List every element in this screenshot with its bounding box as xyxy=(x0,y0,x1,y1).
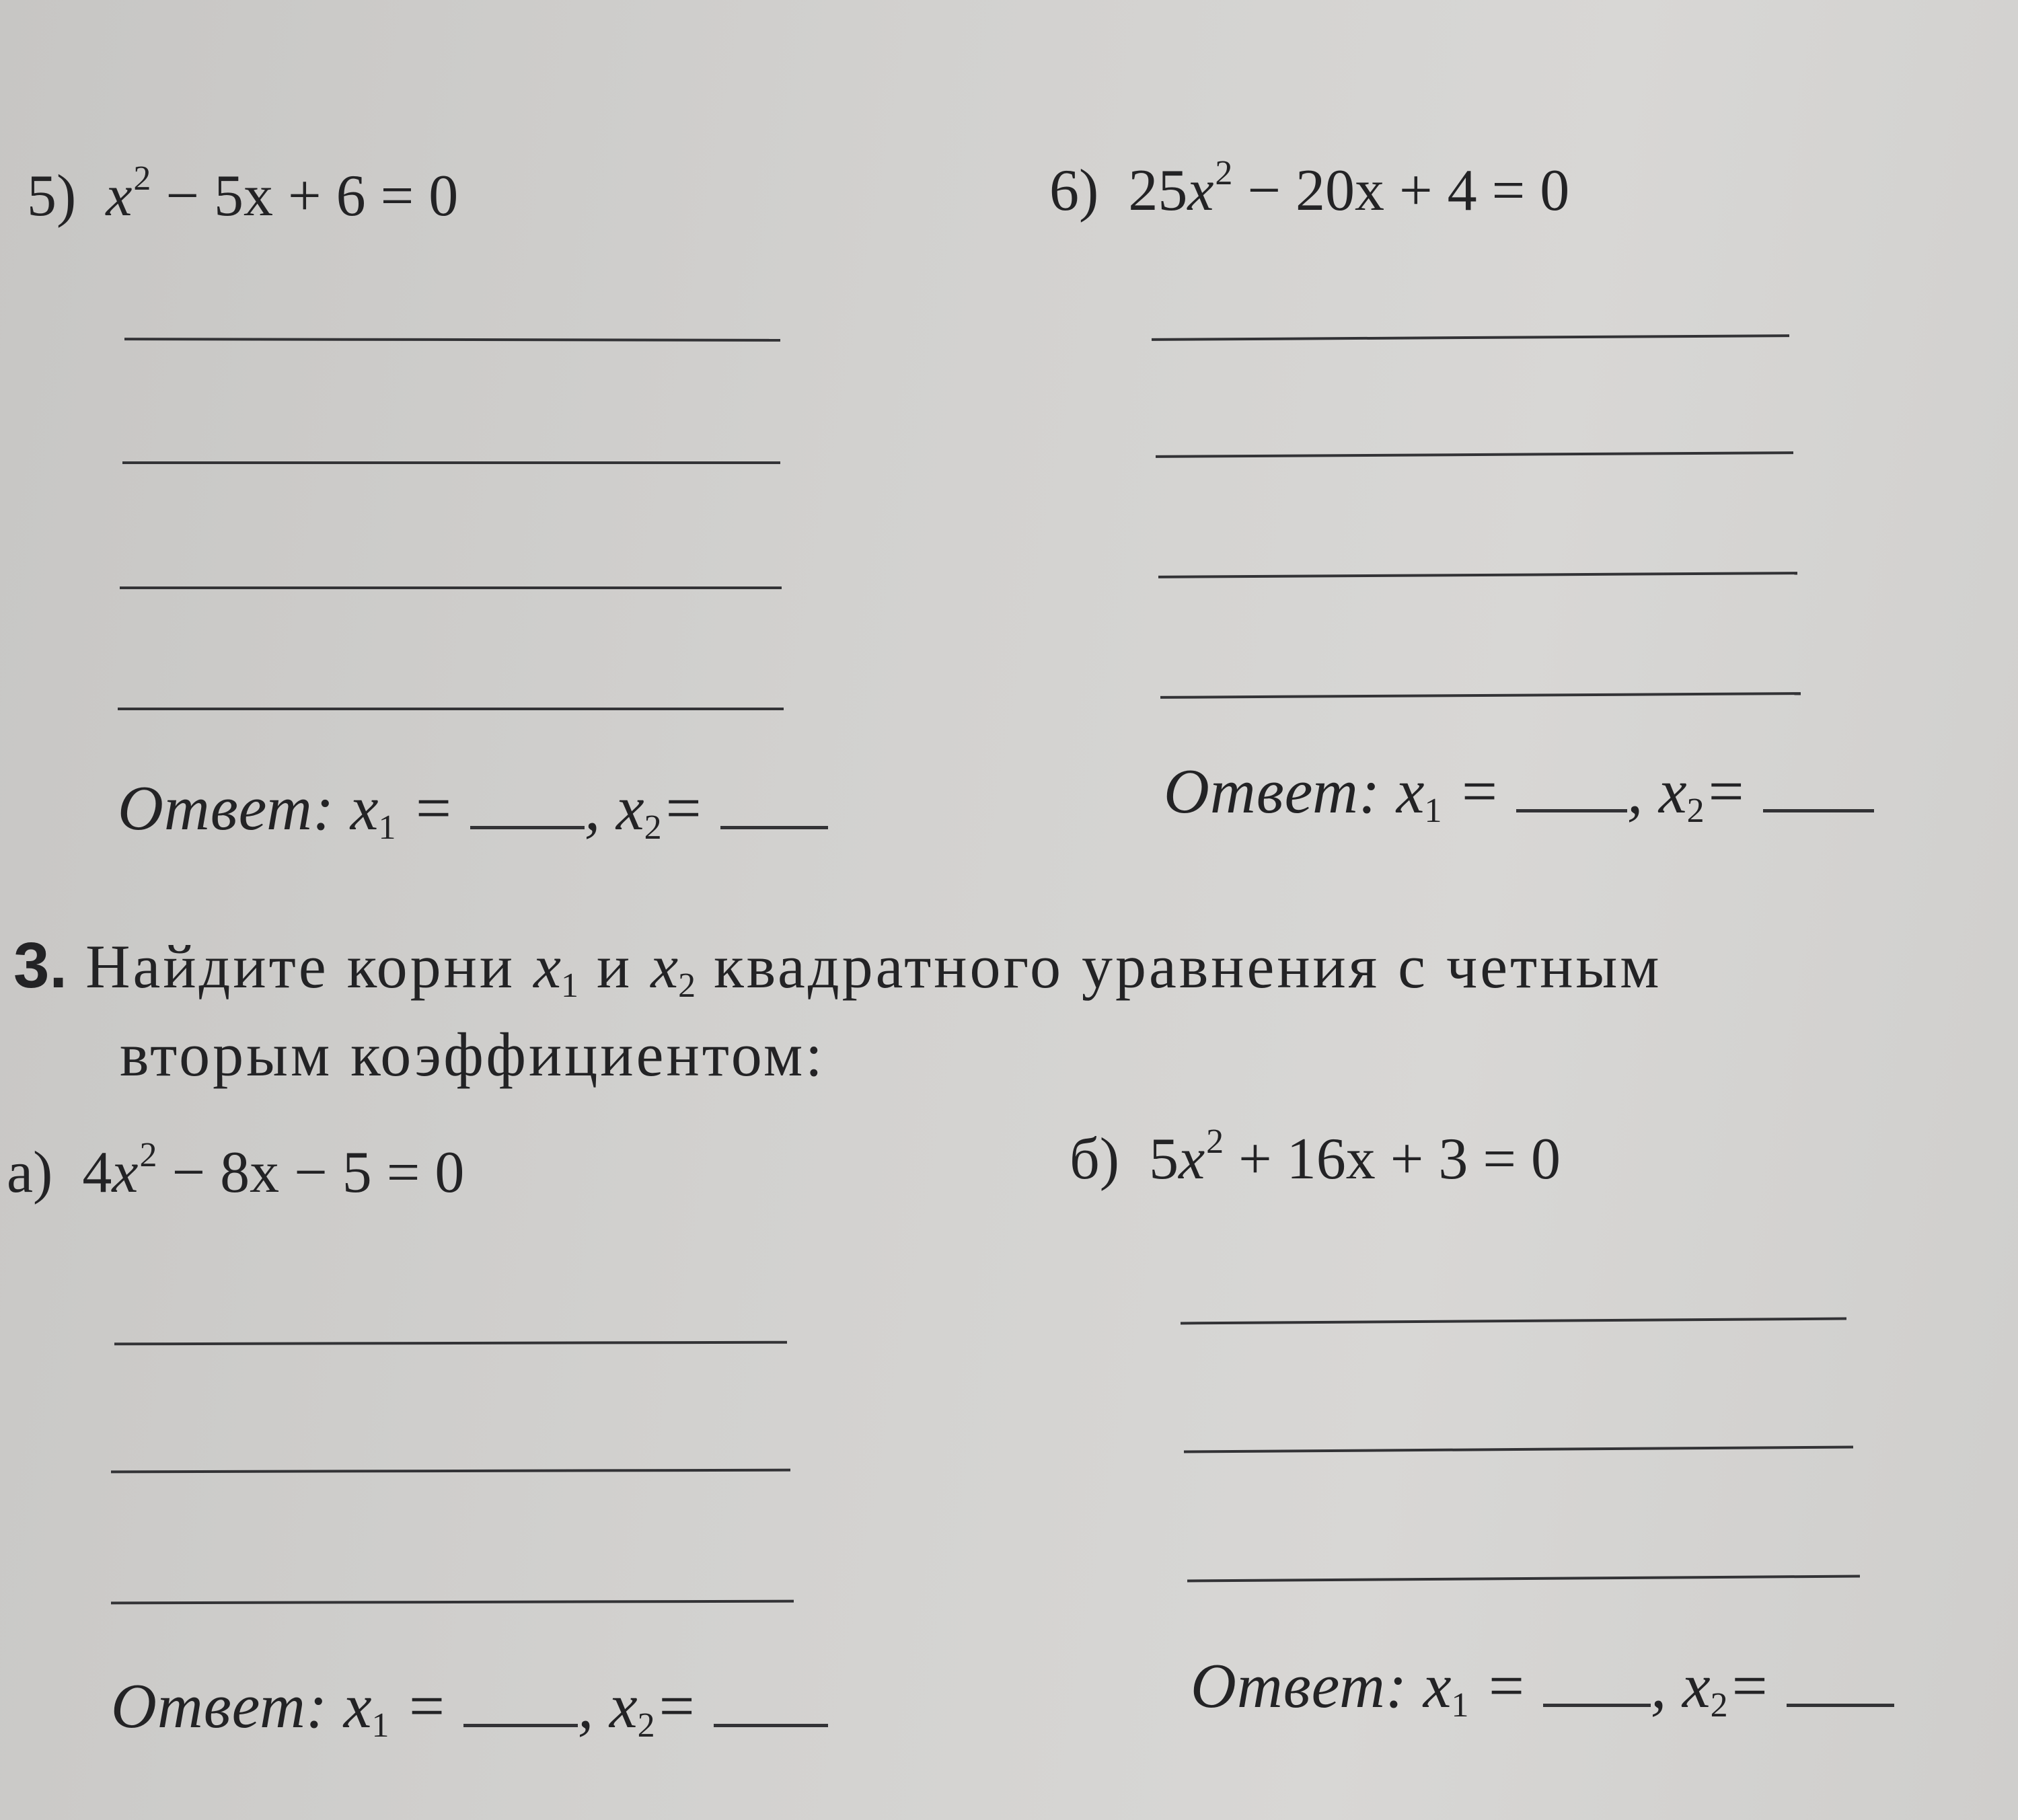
task-3-heading-line2: вторым коэффициентом: xyxy=(120,1020,825,1089)
x2-symbol: x xyxy=(1658,757,1687,827)
x2-answer-blank[interactable] xyxy=(1763,802,1874,812)
x1-subscript: 1 xyxy=(1424,792,1442,830)
x2-answer-blank[interactable] xyxy=(720,819,828,829)
coefficient: 25 xyxy=(1128,158,1188,223)
answer-line[interactable] xyxy=(124,338,780,342)
root-x1-subscript: 1 xyxy=(561,966,578,1005)
equals-sign: = xyxy=(1457,757,1501,827)
answer-line[interactable] xyxy=(1184,1446,1853,1453)
answer-line[interactable] xyxy=(118,708,784,710)
x2-subscript: 2 xyxy=(644,808,662,847)
answer-line[interactable] xyxy=(120,586,782,589)
coefficient: 4 xyxy=(82,1140,112,1205)
x1-symbol: x xyxy=(1423,1651,1452,1721)
exponent: 2 xyxy=(139,1136,157,1174)
answer-label: Ответ: xyxy=(111,1671,328,1741)
answer-row-6 xyxy=(1164,757,1874,830)
task-number: 3. xyxy=(13,930,68,1001)
x2-symbol: x xyxy=(609,1671,638,1741)
root-x2: x xyxy=(650,932,679,1001)
equation-rest: − 5x + 6 = 0 xyxy=(151,163,459,229)
answer-line[interactable] xyxy=(1152,334,1789,341)
problem-6-equation xyxy=(1049,154,1570,223)
x1-answer-blank[interactable] xyxy=(463,1717,578,1727)
task-3-heading xyxy=(13,930,1662,1005)
answer-line[interactable] xyxy=(1181,1318,1846,1325)
x1-answer-blank[interactable] xyxy=(1516,802,1627,812)
answer-label: Ответ: xyxy=(118,773,335,843)
root-x1: x xyxy=(533,932,561,1001)
problem-5-equation xyxy=(27,159,459,229)
separator: , xyxy=(584,773,601,843)
x1-symbol: x xyxy=(343,1671,372,1741)
answer-line[interactable] xyxy=(1160,692,1801,699)
variable: x xyxy=(1179,1127,1205,1192)
root-x2-subscript: 2 xyxy=(678,966,696,1005)
x2-subscript: 2 xyxy=(1710,1686,1728,1724)
answer-line[interactable] xyxy=(1156,451,1793,458)
answer-label: Ответ: xyxy=(1191,1651,1408,1721)
problem-label: 6) xyxy=(1049,158,1099,223)
x1-symbol: x xyxy=(1396,757,1425,827)
problem-label: б) xyxy=(1070,1127,1120,1192)
x1-subscript: 1 xyxy=(378,808,396,847)
variable: x xyxy=(112,1140,139,1205)
exponent: 2 xyxy=(1215,154,1233,192)
equals-sign: = xyxy=(1704,757,1748,827)
answer-row-b xyxy=(1191,1651,1894,1724)
equals-sign: = xyxy=(411,773,455,843)
answer-line[interactable] xyxy=(111,1469,790,1474)
equals-sign: = xyxy=(1484,1651,1528,1721)
answer-line[interactable] xyxy=(1158,572,1797,578)
task-text: и xyxy=(597,932,633,1001)
variable: x xyxy=(106,163,133,229)
separator: , xyxy=(577,1671,594,1741)
x1-subscript: 1 xyxy=(371,1706,389,1745)
answer-row-a xyxy=(111,1671,828,1745)
equals-sign: = xyxy=(404,1671,448,1741)
equals-sign: = xyxy=(655,1671,698,1741)
answer-label: Ответ: xyxy=(1164,757,1381,827)
x1-subscript: 1 xyxy=(1451,1686,1469,1724)
x2-symbol: x xyxy=(615,773,644,843)
problem-b-equation xyxy=(1070,1123,1561,1192)
coefficient: 5 xyxy=(1149,1127,1179,1192)
answer-row-5 xyxy=(118,773,828,847)
equation-rest: − 8x − 5 = 0 xyxy=(157,1140,465,1205)
separator: , xyxy=(1650,1651,1667,1721)
x1-answer-blank[interactable] xyxy=(470,819,585,829)
equals-sign: = xyxy=(1727,1651,1771,1721)
x1-answer-blank[interactable] xyxy=(1543,1697,1651,1707)
x1-symbol: x xyxy=(350,773,379,843)
answer-line[interactable] xyxy=(111,1600,794,1605)
problem-label: а) xyxy=(7,1140,53,1205)
task-text: Найдите корни xyxy=(85,932,516,1001)
exponent: 2 xyxy=(1206,1123,1224,1161)
task-text: квадратного уравнения с четным xyxy=(714,932,1662,1001)
answer-line[interactable] xyxy=(122,461,780,464)
exponent: 2 xyxy=(133,159,151,198)
x2-subscript: 2 xyxy=(1686,792,1705,830)
problem-label: 5) xyxy=(27,163,77,229)
x2-answer-blank[interactable] xyxy=(1787,1697,1894,1707)
answer-line[interactable] xyxy=(114,1341,787,1346)
x2-subscript: 2 xyxy=(637,1706,655,1745)
problem-a-equation xyxy=(7,1136,465,1205)
variable: x xyxy=(1187,158,1214,223)
answer-line[interactable] xyxy=(1187,1575,1860,1583)
equation-rest: − 20x + 4 = 0 xyxy=(1232,158,1570,223)
separator: , xyxy=(1627,757,1643,827)
equation-rest: + 16x + 3 = 0 xyxy=(1224,1127,1561,1192)
x2-answer-blank[interactable] xyxy=(714,1717,828,1727)
x2-symbol: x xyxy=(1682,1651,1711,1721)
equals-sign: = xyxy=(661,773,705,843)
